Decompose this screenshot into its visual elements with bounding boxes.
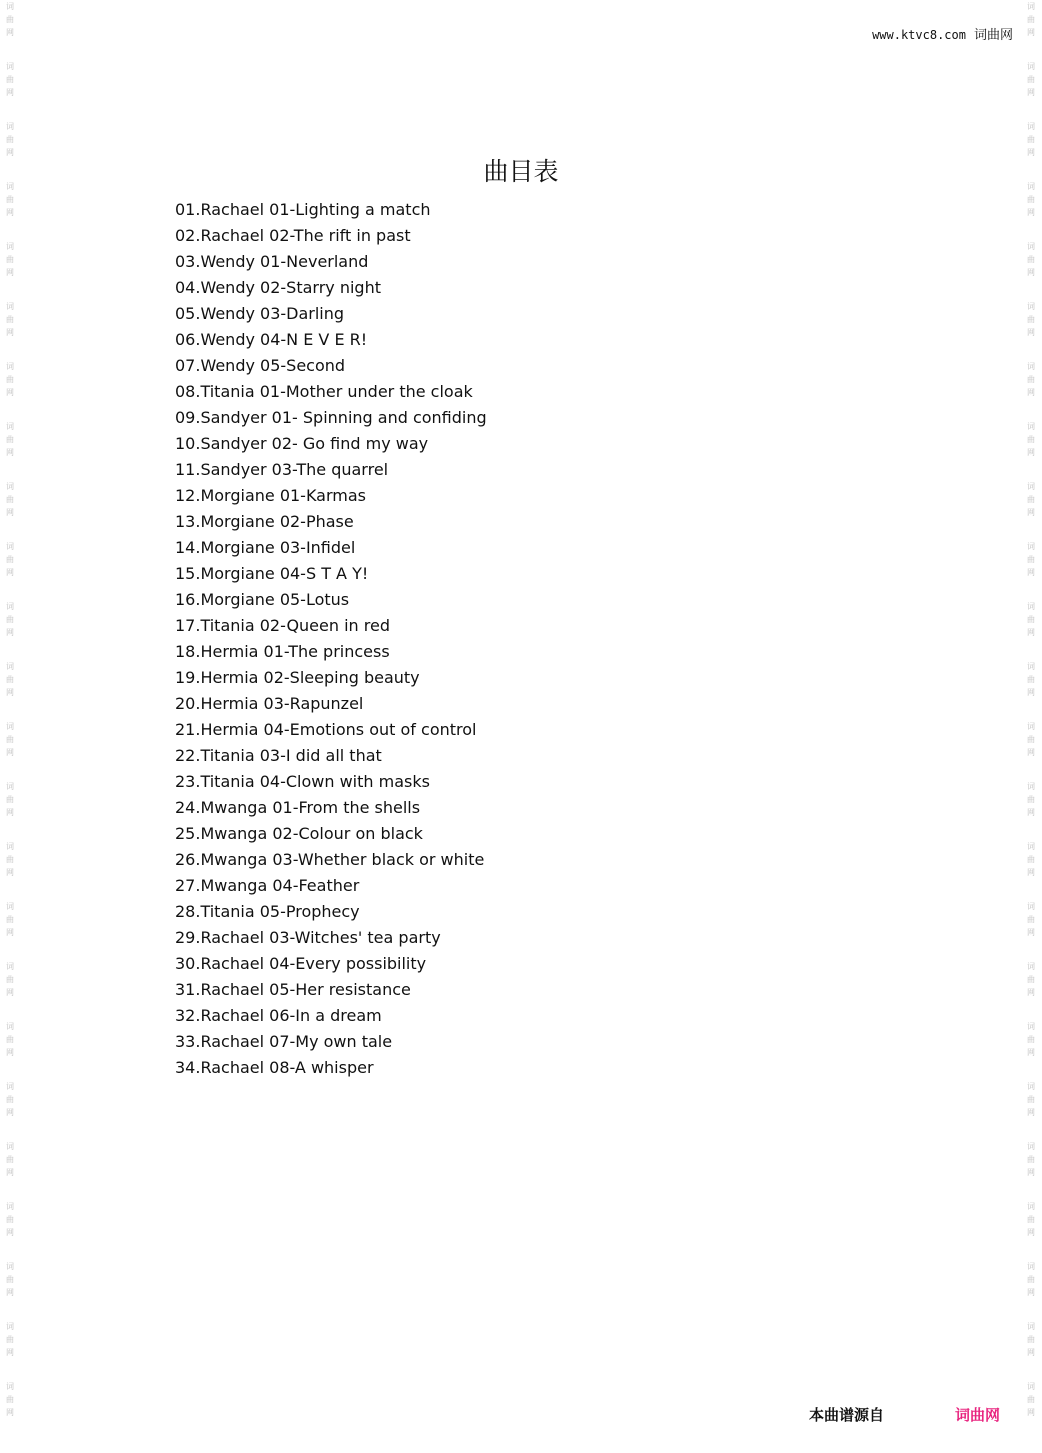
margin-watermark-char: 网	[1027, 868, 1035, 877]
margin-watermark-char: 曲	[6, 1035, 14, 1044]
track-item: 15.Morgiane 04-S T A Y!	[175, 564, 369, 583]
track-list	[175, 197, 487, 1081]
margin-watermark-group	[4, 1020, 16, 1059]
margin-watermark-group	[4, 0, 16, 39]
track-item: 14.Morgiane 03-Infidel	[175, 538, 356, 557]
track-item: 24.Mwanga 01-From the shells	[175, 798, 421, 817]
header-url: www.ktvc8.com	[872, 28, 966, 42]
margin-watermark-char: 网	[1027, 508, 1035, 517]
margin-watermark-group	[1025, 1260, 1037, 1299]
margin-watermark-char: 网	[6, 28, 14, 37]
margin-watermark-char: 曲	[6, 1215, 14, 1224]
margin-watermark-char: 词	[1027, 422, 1035, 431]
margin-watermark-char: 词	[1027, 2, 1035, 11]
margin-watermark-char: 网	[6, 448, 14, 457]
margin-watermark-char: 曲	[6, 315, 14, 324]
margin-watermark-char: 网	[1027, 1288, 1035, 1297]
margin-watermark-char: 词	[6, 182, 14, 191]
margin-watermark-group	[1025, 360, 1037, 399]
margin-watermark-char: 词	[1027, 542, 1035, 551]
margin-watermark-char: 词	[1027, 1262, 1035, 1271]
margin-watermark-char: 曲	[1027, 255, 1035, 264]
track-item: 26.Mwanga 03-Whether black or white	[175, 850, 485, 869]
margin-watermark-char: 词	[1027, 962, 1035, 971]
margin-watermark-char: 曲	[6, 855, 14, 864]
margin-watermark-group	[1025, 840, 1037, 879]
track-item: 27.Mwanga 04-Feather	[175, 876, 360, 895]
track-item: 29.Rachael 03-Witches' tea party	[175, 928, 441, 947]
margin-watermark-char: 词	[6, 962, 14, 971]
margin-watermark-group	[4, 540, 16, 579]
margin-watermark-group	[4, 420, 16, 459]
margin-watermark-char: 曲	[1027, 195, 1035, 204]
margin-watermark-char: 网	[6, 628, 14, 637]
margin-watermark-char: 词	[1027, 242, 1035, 251]
margin-watermark-group	[4, 1140, 16, 1179]
margin-watermark-char: 网	[1027, 628, 1035, 637]
margin-watermark-group	[1025, 540, 1037, 579]
margin-watermark-char: 词	[6, 482, 14, 491]
margin-watermark-group	[4, 900, 16, 939]
margin-watermark-char: 词	[1027, 1082, 1035, 1091]
track-item: 21.Hermia 04-Emotions out of control	[175, 720, 477, 739]
margin-watermark-char: 网	[6, 1168, 14, 1177]
margin-watermark-char: 曲	[6, 135, 14, 144]
track-item: 25.Mwanga 02-Colour on black	[175, 824, 423, 843]
margin-watermark-char: 词	[1027, 602, 1035, 611]
margin-watermark-char: 词	[1027, 62, 1035, 71]
margin-watermark-group	[4, 1200, 16, 1239]
margin-watermark-char: 网	[6, 328, 14, 337]
margin-watermark-char: 词	[6, 62, 14, 71]
margin-watermark-char: 曲	[1027, 615, 1035, 624]
margin-watermark-char: 词	[6, 302, 14, 311]
margin-watermark-char: 词	[1027, 842, 1035, 851]
margin-watermark-char: 网	[1027, 928, 1035, 937]
margin-watermark-char: 词	[6, 122, 14, 131]
margin-watermark-char: 词	[6, 602, 14, 611]
margin-watermark-char: 曲	[1027, 855, 1035, 864]
header-site-name: 词曲网	[973, 28, 1013, 43]
margin-watermark-char: 词	[6, 542, 14, 551]
margin-watermark-char: 网	[6, 808, 14, 817]
margin-watermark-char: 词	[6, 1262, 14, 1271]
margin-watermark-group	[4, 720, 16, 759]
track-item: 09.Sandyer 01- Spinning and confiding	[175, 408, 487, 427]
track-item: 22.Titania 03-I did all that	[175, 746, 382, 765]
track-item: 07.Wendy 05-Second	[175, 356, 346, 375]
margin-watermark-char: 网	[6, 1408, 14, 1417]
margin-watermark-char: 曲	[6, 1155, 14, 1164]
page-footer	[0, 1404, 1042, 1426]
track-item: 06.Wendy 04-N E V E R!	[175, 330, 368, 349]
margin-watermark-char: 网	[1027, 568, 1035, 577]
track-item: 03.Wendy 01-Neverland	[175, 252, 369, 271]
margin-watermark-char: 词	[6, 1082, 14, 1091]
margin-watermark-char: 词	[1027, 122, 1035, 131]
margin-watermark-char: 网	[1027, 388, 1035, 397]
margin-watermark-char: 网	[1027, 748, 1035, 757]
margin-watermark-group	[1025, 720, 1037, 759]
margin-watermark-group	[4, 240, 16, 279]
track-item: 33.Rachael 07-My own tale	[175, 1032, 393, 1051]
track-item: 10.Sandyer 02- Go find my way	[175, 434, 429, 453]
margin-watermark-group	[1025, 480, 1037, 519]
margin-watermark-group	[4, 480, 16, 519]
margin-watermark-char: 网	[1027, 148, 1035, 157]
margin-watermark-char: 曲	[6, 435, 14, 444]
margin-watermark-char: 词	[6, 662, 14, 671]
track-item: 13.Morgiane 02-Phase	[175, 512, 354, 531]
margin-watermark-group	[4, 300, 16, 339]
left-margin-watermark	[0, 0, 20, 1453]
margin-watermark-char: 网	[1027, 1408, 1035, 1417]
margin-watermark-char: 网	[1027, 1228, 1035, 1237]
margin-watermark-group	[4, 1080, 16, 1119]
margin-watermark-char: 网	[1027, 1048, 1035, 1057]
margin-watermark-group	[1025, 900, 1037, 939]
margin-watermark-char: 曲	[1027, 975, 1035, 984]
margin-watermark-group	[4, 960, 16, 999]
margin-watermark-char: 词	[6, 422, 14, 431]
margin-watermark-char: 词	[1027, 722, 1035, 731]
track-item: 01.Rachael 01-Lighting a match	[175, 200, 431, 219]
margin-watermark-char: 网	[6, 208, 14, 217]
margin-watermark-char: 网	[1027, 1168, 1035, 1177]
margin-watermark-char: 词	[1027, 482, 1035, 491]
margin-watermark-char: 词	[6, 902, 14, 911]
margin-watermark-char: 曲	[6, 375, 14, 384]
margin-watermark-group	[1025, 780, 1037, 819]
margin-watermark-group	[1025, 1200, 1037, 1239]
margin-watermark-group	[1025, 300, 1037, 339]
margin-watermark-char: 曲	[1027, 675, 1035, 684]
track-item: 20.Hermia 03-Rapunzel	[175, 694, 364, 713]
margin-watermark-group	[1025, 660, 1037, 699]
margin-watermark-char: 词	[1027, 302, 1035, 311]
margin-watermark-group	[4, 1320, 16, 1359]
track-item: 18.Hermia 01-The princess	[175, 642, 390, 661]
margin-watermark-char: 词	[1027, 362, 1035, 371]
margin-watermark-char: 曲	[1027, 15, 1035, 24]
margin-watermark-char: 曲	[1027, 1035, 1035, 1044]
margin-watermark-char: 网	[6, 1228, 14, 1237]
footer-site-label: 词曲网	[955, 1406, 1001, 1424]
margin-watermark-char: 曲	[1027, 495, 1035, 504]
margin-watermark-char: 网	[1027, 88, 1035, 97]
margin-watermark-group	[1025, 60, 1037, 99]
margin-watermark-char: 词	[6, 1382, 14, 1391]
track-item: 23.Titania 04-Clown with masks	[175, 772, 430, 791]
margin-watermark-char: 网	[1027, 1348, 1035, 1357]
right-margin-watermark	[1021, 0, 1041, 1453]
margin-watermark-char: 网	[6, 568, 14, 577]
margin-watermark-char: 词	[1027, 1382, 1035, 1391]
margin-watermark-char: 词	[6, 722, 14, 731]
margin-watermark-char: 网	[1027, 688, 1035, 697]
margin-watermark-char: 网	[1027, 208, 1035, 217]
margin-watermark-group	[1025, 240, 1037, 279]
margin-watermark-char: 词	[1027, 1142, 1035, 1151]
track-item: 16.Morgiane 05-Lotus	[175, 590, 350, 609]
margin-watermark-char: 曲	[6, 675, 14, 684]
footer-source-label: 本曲谱源自	[809, 1406, 885, 1424]
margin-watermark-char: 网	[1027, 28, 1035, 37]
margin-watermark-char: 网	[6, 88, 14, 97]
page-title: 曲目表	[483, 157, 559, 186]
margin-watermark-char: 曲	[6, 795, 14, 804]
margin-watermark-char: 曲	[1027, 555, 1035, 564]
margin-watermark-group	[1025, 1320, 1037, 1359]
margin-watermark-char: 曲	[1027, 375, 1035, 384]
margin-watermark-char: 曲	[6, 15, 14, 24]
margin-watermark-char: 网	[6, 388, 14, 397]
margin-watermark-char: 曲	[1027, 795, 1035, 804]
margin-watermark-char: 词	[1027, 1202, 1035, 1211]
margin-watermark-char: 曲	[6, 1275, 14, 1284]
track-item: 11.Sandyer 03-The quarrel	[175, 460, 389, 479]
margin-watermark-char: 网	[6, 1048, 14, 1057]
track-item: 32.Rachael 06-In a dream	[175, 1006, 382, 1025]
margin-watermark-char: 网	[6, 1348, 14, 1357]
margin-watermark-char: 网	[1027, 268, 1035, 277]
margin-watermark-char: 曲	[6, 915, 14, 924]
track-item: 31.Rachael 05-Her resistance	[175, 980, 411, 999]
margin-watermark-char: 曲	[1027, 435, 1035, 444]
margin-watermark-char: 词	[1027, 782, 1035, 791]
margin-watermark-group	[1025, 420, 1037, 459]
track-item: 34.Rachael 08-A whisper	[175, 1058, 374, 1077]
track-item: 30.Rachael 04-Every possibility	[175, 954, 427, 973]
margin-watermark-char: 曲	[6, 195, 14, 204]
track-item: 08.Titania 01-Mother under the cloak	[175, 382, 473, 401]
margin-watermark-char: 词	[1027, 1322, 1035, 1331]
margin-watermark-char: 词	[1027, 182, 1035, 191]
margin-watermark-group	[4, 1260, 16, 1299]
margin-watermark-char: 曲	[6, 615, 14, 624]
margin-watermark-group	[1025, 1080, 1037, 1119]
margin-watermark-char: 网	[6, 988, 14, 997]
margin-watermark-char: 词	[6, 782, 14, 791]
margin-watermark-char: 词	[6, 1202, 14, 1211]
margin-watermark-char: 词	[1027, 662, 1035, 671]
margin-watermark-char: 网	[6, 1288, 14, 1297]
margin-watermark-char: 网	[6, 748, 14, 757]
track-item: 19.Hermia 02-Sleeping beauty	[175, 668, 420, 687]
margin-watermark-char: 曲	[1027, 1395, 1035, 1404]
margin-watermark-char: 词	[6, 362, 14, 371]
margin-watermark-char: 网	[6, 268, 14, 277]
margin-watermark-char: 曲	[1027, 315, 1035, 324]
margin-watermark-group	[4, 780, 16, 819]
track-item: 17.Titania 02-Queen in red	[175, 616, 390, 635]
margin-watermark-group	[1025, 960, 1037, 999]
margin-watermark-char: 词	[6, 242, 14, 251]
margin-watermark-char: 网	[1027, 448, 1035, 457]
margin-watermark-char: 曲	[1027, 915, 1035, 924]
margin-watermark-group	[1025, 1020, 1037, 1059]
margin-watermark-char: 词	[6, 1142, 14, 1151]
margin-watermark-char: 曲	[1027, 135, 1035, 144]
margin-watermark-char: 曲	[1027, 1335, 1035, 1344]
margin-watermark-char: 网	[6, 148, 14, 157]
track-item: 05.Wendy 03-Darling	[175, 304, 345, 323]
margin-watermark-char: 网	[6, 508, 14, 517]
margin-watermark-char: 词	[6, 842, 14, 851]
track-item: 02.Rachael 02-The rift in past	[175, 226, 411, 245]
margin-watermark-char: 曲	[6, 75, 14, 84]
margin-watermark-char: 曲	[6, 1335, 14, 1344]
margin-watermark-char: 曲	[1027, 1155, 1035, 1164]
margin-watermark-char: 曲	[1027, 75, 1035, 84]
margin-watermark-group	[4, 840, 16, 879]
margin-watermark-group	[4, 60, 16, 99]
margin-watermark-group	[4, 360, 16, 399]
margin-watermark-char: 词	[6, 1322, 14, 1331]
margin-watermark-char: 曲	[1027, 1095, 1035, 1104]
margin-watermark-char: 网	[1027, 988, 1035, 997]
margin-watermark-char: 曲	[6, 255, 14, 264]
margin-watermark-char: 网	[6, 868, 14, 877]
margin-watermark-group	[1025, 1140, 1037, 1179]
margin-watermark-char: 曲	[6, 1395, 14, 1404]
margin-watermark-char: 网	[1027, 1108, 1035, 1117]
margin-watermark-char: 曲	[6, 555, 14, 564]
margin-watermark-group	[1025, 600, 1037, 639]
margin-watermark-char: 网	[6, 688, 14, 697]
margin-watermark-char: 网	[1027, 328, 1035, 337]
margin-watermark-char: 词	[6, 2, 14, 11]
margin-watermark-char: 曲	[1027, 1275, 1035, 1284]
margin-watermark-group	[4, 600, 16, 639]
margin-watermark-char: 曲	[6, 735, 14, 744]
margin-watermark-char: 网	[6, 1108, 14, 1117]
margin-watermark-char: 词	[1027, 1022, 1035, 1031]
track-item: 12.Morgiane 01-Karmas	[175, 486, 366, 505]
margin-watermark-group	[1025, 0, 1037, 39]
margin-watermark-char: 曲	[1027, 735, 1035, 744]
margin-watermark-char: 曲	[6, 1095, 14, 1104]
track-item: 04.Wendy 02-Starry night	[175, 278, 381, 297]
margin-watermark-char: 曲	[6, 495, 14, 504]
margin-watermark-group	[4, 660, 16, 699]
margin-watermark-char: 曲	[1027, 1215, 1035, 1224]
track-item: 28.Titania 05-Prophecy	[175, 902, 360, 921]
margin-watermark-char: 网	[1027, 808, 1035, 817]
page-header	[872, 24, 1013, 43]
margin-watermark-char: 词	[1027, 902, 1035, 911]
margin-watermark-char: 词	[6, 1022, 14, 1031]
margin-watermark-char: 曲	[6, 975, 14, 984]
margin-watermark-char: 网	[6, 928, 14, 937]
